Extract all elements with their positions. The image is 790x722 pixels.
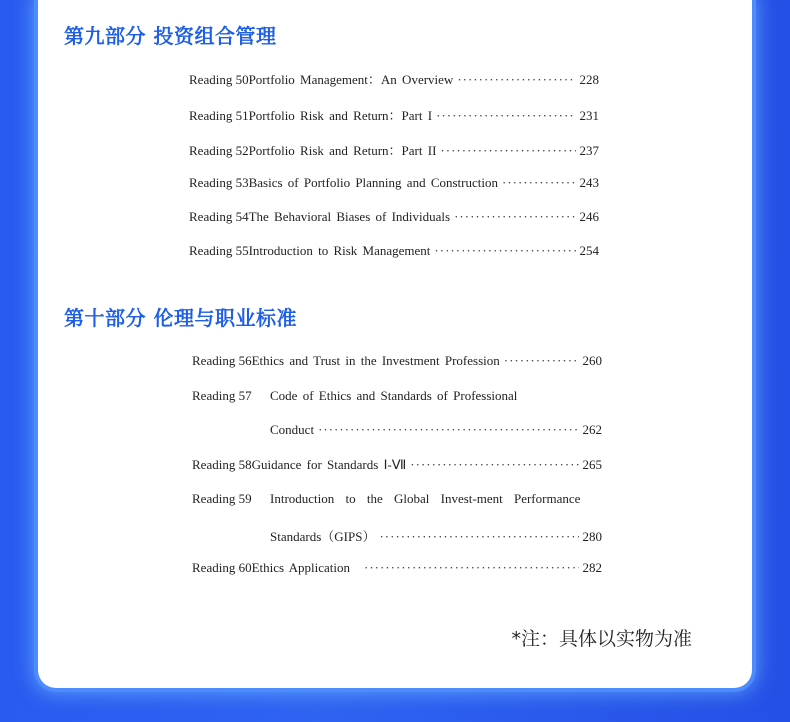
reading-title: Introduction to Risk Management: [248, 243, 431, 258]
reading-title: Portfolio Risk and Return：Part I: [248, 108, 433, 123]
part9-title: 第九部分 投资组合管理: [64, 24, 277, 48]
leader-dots: [364, 560, 579, 576]
reading-title: Ethics Application: [251, 560, 350, 575]
toc-row-56: [192, 353, 602, 369]
leader-dots: [318, 422, 578, 438]
toc-row-57-cont: [270, 422, 602, 438]
reading-title-cont: Standards（GIPS）: [270, 529, 376, 544]
reading-title: The Behavioral Biases of Individuals: [248, 209, 451, 224]
contents-card: [38, 0, 752, 688]
reading-number: Reading 57: [192, 388, 252, 403]
reading-title: Code of Ethics and Standards of Professional: [270, 388, 518, 403]
toc-row-60: [192, 560, 602, 576]
part10-title: 第十部分 伦理与职业标准: [64, 306, 297, 330]
toc-row-50: [189, 69, 599, 88]
leader-dots: [436, 108, 575, 124]
leader-dots: [410, 457, 578, 473]
page-number: 228: [579, 72, 599, 87]
leader-dots: [440, 143, 575, 159]
reading-title: Basics of Portfolio Planning and Construction: [248, 175, 498, 190]
toc-row-57: [192, 388, 602, 404]
page-number: 260: [582, 353, 602, 368]
reading-number: Reading 52: [189, 143, 249, 158]
reading-number: Reading 58: [192, 457, 252, 472]
reading-number: Reading 60: [192, 560, 252, 575]
page-number: 243: [579, 175, 599, 190]
reading-title: Portfolio Risk and Return：Part II: [248, 143, 437, 158]
reading-title-cont: Conduct: [270, 422, 315, 437]
leader-dots: [434, 243, 575, 259]
reading-number: Reading 54: [189, 209, 249, 224]
toc-row-59: [192, 491, 602, 507]
page-number: 237: [579, 143, 599, 158]
page-number: 265: [582, 457, 602, 472]
disclaimer-note: *注：具体以实物为准: [511, 628, 692, 650]
toc-row-55: [189, 243, 599, 259]
toc-row-53: [189, 175, 599, 191]
leader-dots: [504, 353, 579, 369]
toc-row-59-cont: [270, 526, 602, 545]
toc-row-51: [189, 105, 599, 124]
reading-title: Portfolio Management：An Overview: [248, 72, 454, 87]
reading-number: Reading 56: [192, 353, 252, 368]
reading-number: Reading 53: [189, 175, 249, 190]
leader-dots: [457, 72, 575, 88]
page-number: 254: [579, 243, 599, 258]
leader-dots: [379, 529, 578, 545]
page-number: 262: [582, 422, 602, 437]
toc-row-58: [192, 457, 602, 473]
page-number: 246: [579, 209, 599, 224]
reading-number: Reading 50: [189, 72, 249, 87]
toc-row-52: [189, 140, 599, 159]
reading-number: Reading 59: [192, 491, 252, 506]
reading-title: Guidance for Standards Ⅰ-Ⅶ: [251, 457, 407, 472]
page-number: 282: [582, 560, 602, 575]
page-number: 280: [582, 529, 602, 544]
leader-dots: [454, 209, 575, 225]
page-number: 231: [579, 108, 599, 123]
reading-title: Introduction to the Global Invest-ment Performance: [270, 491, 581, 506]
reading-number: Reading 55: [189, 243, 249, 258]
leader-dots: [502, 175, 576, 191]
reading-title: Ethics and Trust in the Investment Profession: [251, 353, 500, 368]
reading-number: Reading 51: [189, 108, 249, 123]
toc-row-54: [189, 209, 599, 225]
